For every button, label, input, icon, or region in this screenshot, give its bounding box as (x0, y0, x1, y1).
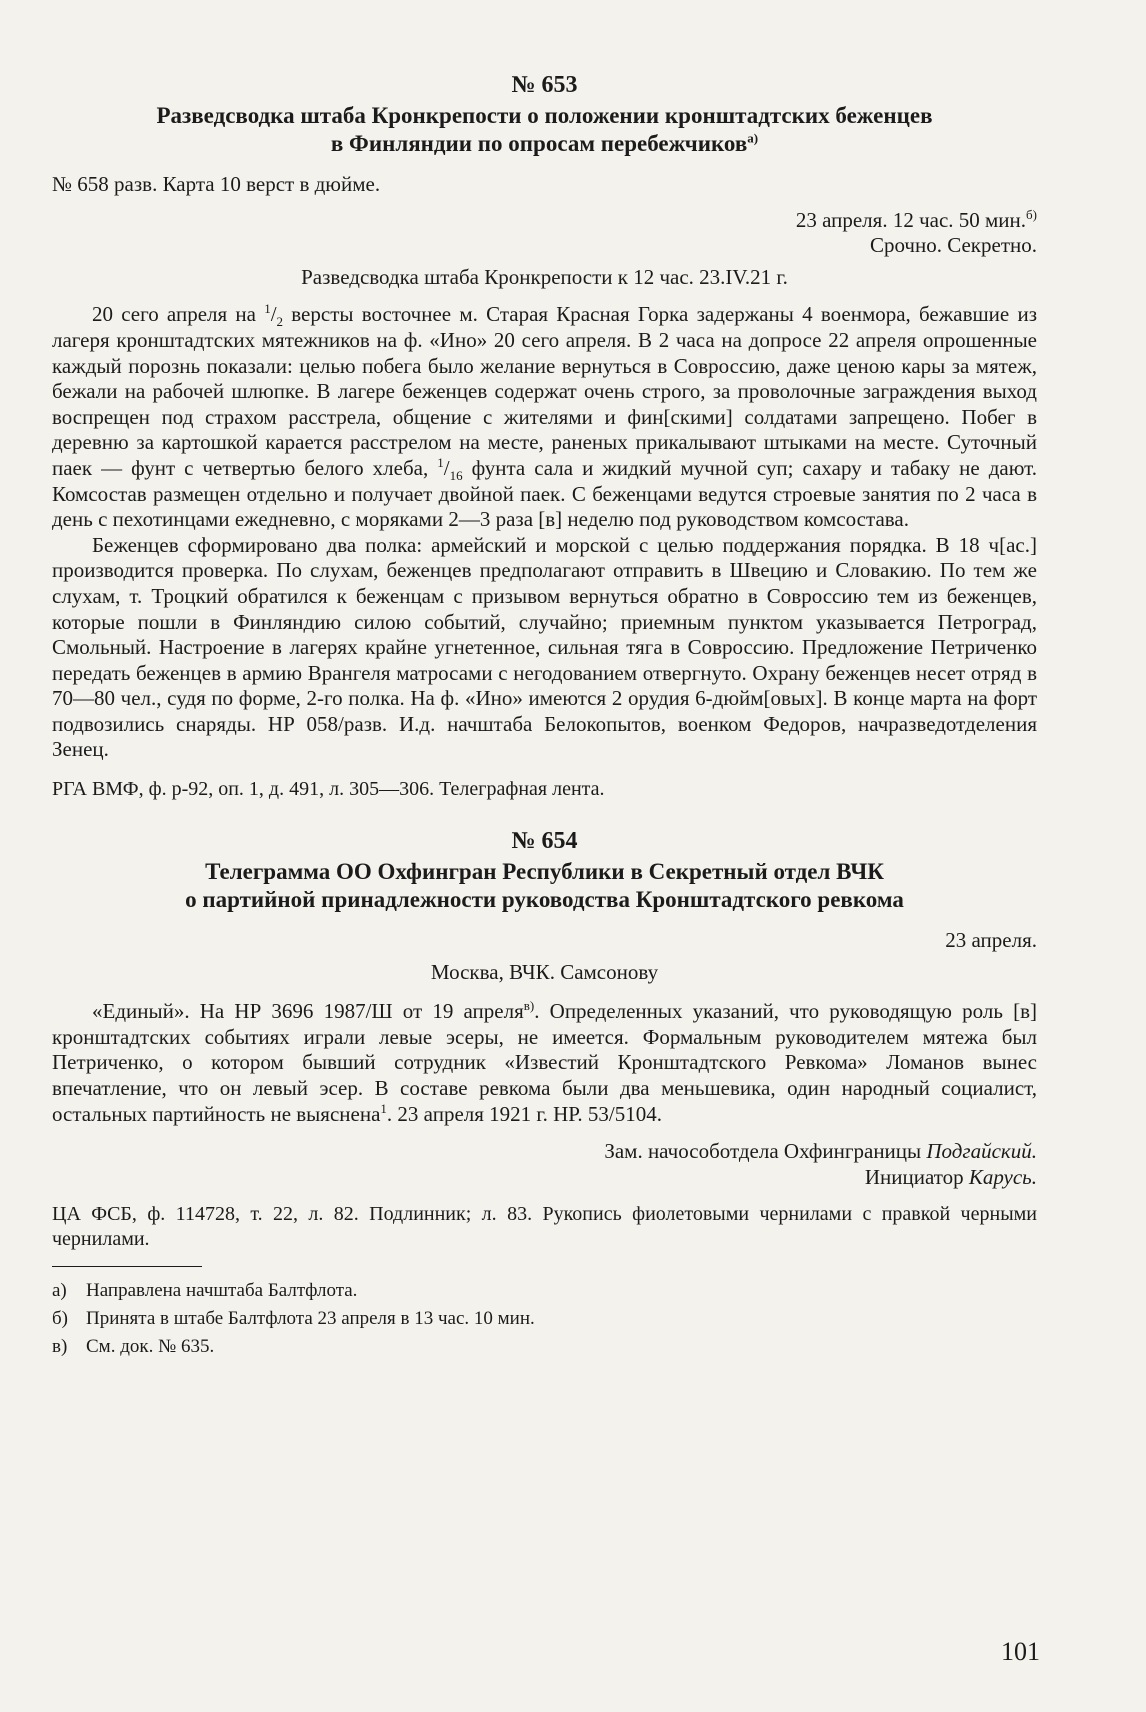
doc-653-title-line1: Разведсводка штаба Кронкрепости о положении кронштадтских беженцев (156, 103, 933, 128)
doc-653-date (52, 208, 1037, 234)
footnote-item (52, 1305, 1037, 1333)
doc-654-title-line2: о партийной принадлежности руководства Кронштадтского ревкома (185, 887, 904, 913)
footnote-ref-v: в) (523, 998, 535, 1014)
doc-653-number: № 653 (511, 72, 578, 98)
footnote-item (52, 1333, 1037, 1361)
footnote-mark: б) (52, 1308, 68, 1330)
footnote-mark: в) (52, 1336, 68, 1358)
fraction-sixteenth-denominator: 16 (449, 468, 463, 484)
footnote-text: Принята в штабе Балтфлота 23 апреля в 13 час. 10 мин. (86, 1308, 535, 1330)
footnote-text: См. док. № 635. (86, 1336, 215, 1358)
body-part-c: . 23 апреля 1921 г. НР. 53/5104. (386, 1101, 662, 1126)
fraction-half: $^1/_2$ (264, 301, 284, 330)
p1-part-a: 20 сего апреля на (92, 302, 265, 327)
signature-1-name: Подгайский. (926, 1139, 1037, 1164)
p1-part-c: фунта сала и жидкий мучной суп; сахару и табаку не дают. Комсостав размещен отдельно и получает двойной паек. С беженцами ведутся строевые занятия по 2 часа в день с пехотинцами ежедневно, с моряками 2—3 раза [в] неделю под руководством комсостава. (52, 455, 1037, 532)
doc-653-paragraph-1 (52, 302, 1037, 532)
doc-653-classification: Срочно. Секретно. (869, 233, 1037, 258)
body-part-a: «Единый». На НР 3696 1987/Ш от 19 апреля (92, 999, 524, 1024)
footnote-ref-1: 1 (380, 1100, 387, 1116)
signature-2-title: Инициатор (864, 1164, 969, 1189)
doc-653-header: Разведсводка штаба Кронкрепости к 12 час. 23.IV.21 г. (301, 264, 788, 289)
footnote-ref-a: а) (747, 130, 759, 146)
page-content (52, 70, 1037, 1361)
doc-654-title-line1: Телеграмма ОО Охфингран Республики в Секретный отдел ВЧК (205, 859, 884, 885)
doc-653-source: РГА ВМФ, ф. р-92, оп. 1, д. 491, л. 305—306. Телеграфная лента. (52, 778, 605, 801)
doc-653-date-text: 23 апреля. 12 час. 50 мин. (795, 207, 1027, 232)
footnote-text: Направлена начштаба Балтфлота. (86, 1280, 358, 1302)
footnote-ref-b: б) (1026, 206, 1037, 222)
doc-654-number: № 654 (511, 828, 578, 855)
doc-654-addressee: Москва, ВЧК. Самсонову (430, 959, 659, 984)
body-part-b: . Определенных указаний, что руководящую роль [в] кронштадтских событиях играли левые эсеры, не имеется. Формальным руководителем мятежа был Петриченко, о котором бывший сотрудник «Известий Кронштадтского Ревкома» Ломанов вынес впечатление, что он левый эсер. В составе ревкома были два меньшевика, один народный социалист, остальных партийность не выяснена (52, 999, 1037, 1126)
footnote-divider (52, 1266, 202, 1267)
footnote-mark: а) (52, 1280, 67, 1302)
fraction-half-denominator: 2 (276, 314, 284, 330)
doc-654-source: ЦА ФСБ, ф. 114728, т. 22, л. 82. Подлинник; л. 83. Рукопись фиолетовыми чернилами с правкой черными чернилами. (52, 1203, 1037, 1251)
footnotes (52, 1266, 1037, 1361)
doc-653-paragraph-2: Беженцев сформировано два полка: армейский и морской с целью поддержания порядка. В 18 ч[ас.] производится проверка. По слухам, беженцев предполагают отправить в Швецию и Словакию. По тем же слухам, т. Троцкий обратился к беженцам с призывом вернуться обратно в Совроссию тем из беженцев, которые пошли в Финляндию силою событий, случайно; приемным пунктом указывается Петроград, Смольный. Настроение в лагерях крайне угнетенное, сильная тяга в Совроссию. Предложение Петриченко передать беженцев в армию Врангеля матросами с негодованием отвергнуто. Охрану беженцев несет отряд в 70—80 чел., судя по форме, 2-го полка. На ф. «Ино» имеются 2 орудия 6-дюйм[овых]. В конце марта на форт подвозились снаряды. НР 058/разв. И.д. начштаба Белокопытов, военком Федоров, начразведотделения Зенец. (52, 532, 1037, 762)
doc-653-title-line2: в Финляндии по опросам перебежчиков (330, 131, 748, 156)
fraction-half-numerator: 1 (264, 301, 271, 317)
signature-1-title: Зам. начособотдела Охфинграницы (604, 1139, 927, 1164)
doc-654-title (52, 858, 1037, 914)
fraction-sixteenth-numerator: 1 (437, 454, 444, 470)
fraction-sixteenth: $^1/_{16}$ (437, 454, 463, 484)
signature-2-name: Карусь. (968, 1164, 1037, 1189)
doc-653-ref: № 658 разв. Карта 10 верст в дюйме. (52, 172, 381, 196)
page-number: 101 (1001, 1637, 1040, 1666)
doc-653-title (52, 102, 1037, 158)
doc-654-date: 23 апреля. (945, 928, 1037, 953)
doc-654-signature-2 (52, 1165, 1037, 1191)
footnote-item (52, 1277, 1037, 1305)
doc-654-signature-1 (52, 1139, 1037, 1165)
doc-654-body (52, 999, 1037, 1127)
p1-part-b: версты восточнее м. Старая Красная Горка задержаны 4 военмора, бежавшие из лагеря кронштадтских мятежников на ф. «Ино» 20 сего апреля. В 2 часа на допросе 22 апреля опрошенные каждый порознь показали: целью побега было желание вернуться в Совроссию, даже ценою кары за мятеж, бежали на рабочей шлюпке. В лагере беженцев содержат очень строго, за проволочные заграждения выход воспрещен под страхом расстрела, общение с жителями и фин[скими] солдатами запрещено. Побег в деревню за картошкой карается расстрелом на месте, раненых прикалывают штыками на месте. Суточный паек — фунт с четвертью белого хлеба, (52, 302, 1037, 480)
